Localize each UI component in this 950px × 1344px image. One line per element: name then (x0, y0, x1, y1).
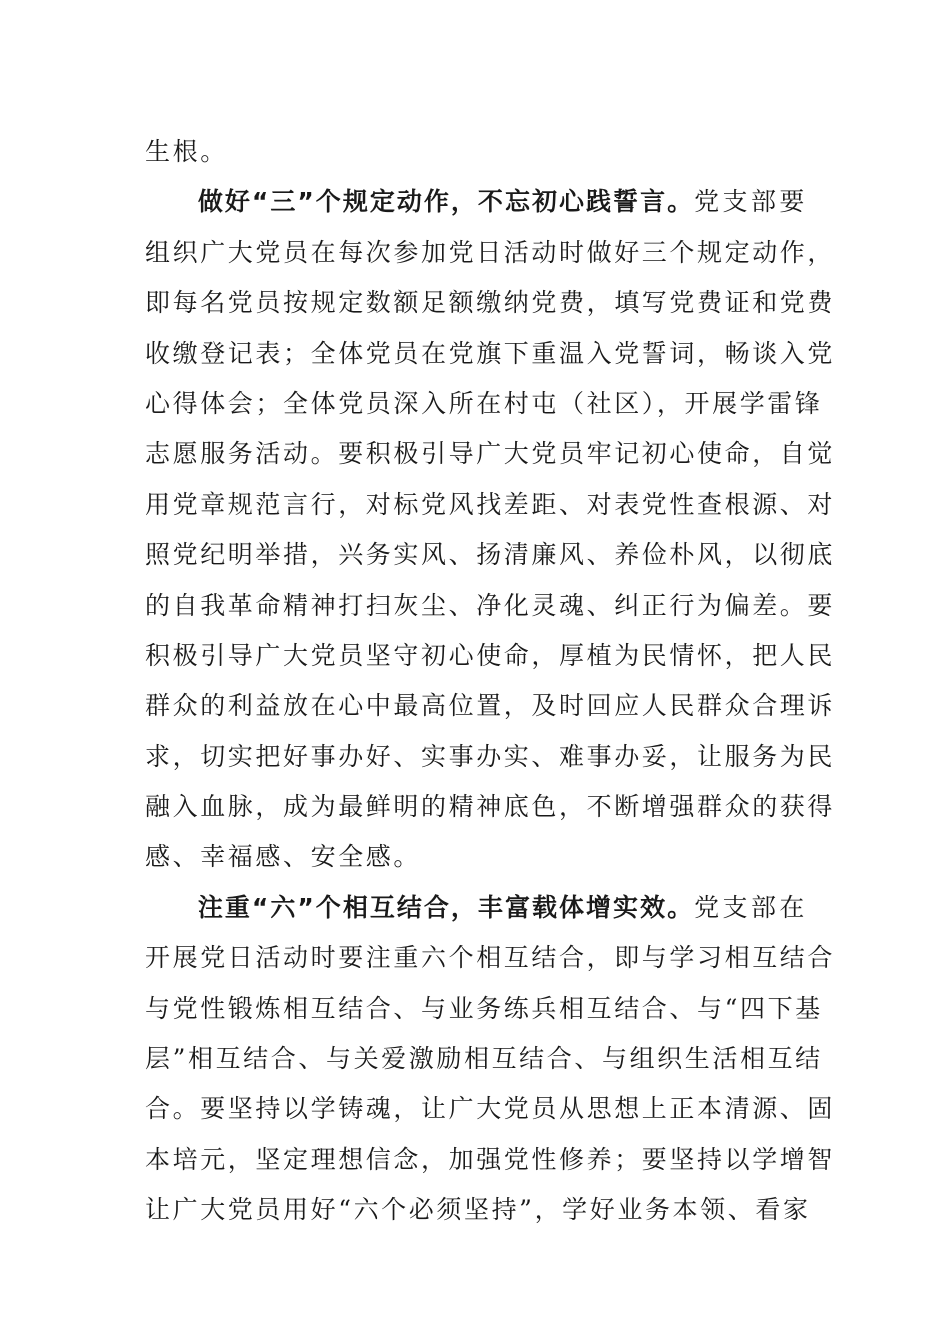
paragraph-2-line: 层”相互结合、与关爱激励相互结合、与组织生活相互结 (145, 1044, 823, 1074)
paragraph-1-line: 照党纪明举措，兴务实风、扬清廉风、养俭朴风，以彻底 (145, 540, 836, 570)
paragraph-1-line: 收缴登记表；全体党员在党旗下重温入党誓词，畅谈入党 (145, 338, 836, 368)
paragraph-1-line: 求，切实把好事办好、实事办实、难事办妥，让服务为民 (145, 741, 836, 771)
continuation-line: 生根。 (145, 137, 228, 166)
paragraph-2-first-line-rest: 党支部在 (694, 892, 807, 922)
document-page (145, 127, 836, 1236)
paragraph-1-heading: 做好“三”个规定动作，不忘初心践誓言。 (197, 187, 695, 217)
paragraph-2-line: 与党性锻炼相互结合、与业务练兵相互结合、与“四下基 (145, 993, 823, 1023)
paragraph-2-first-line (145, 883, 807, 933)
paragraph-1-first-line (145, 177, 807, 227)
paragraph-1-line: 用党章规范言行，对标党风找差距、对表党性查根源、对 (145, 489, 836, 519)
paragraph-2-line: 合。要坚持以学铸魂，让广大党员从思想上正本清源、固 (145, 1094, 836, 1124)
paragraph-2-line: 让广大党员用好“六个必须坚持”，学好业务本领、看家 (145, 1195, 811, 1225)
paragraph-1-line: 即每名党员按规定数额足额缴纳党费，填写党费证和党费 (145, 288, 836, 318)
paragraph-1-line: 融入血脉，成为最鲜明的精神底色，不断增强群众的获得 (145, 792, 836, 822)
paragraph-1-first-line-rest: 党支部要 (694, 187, 807, 217)
paragraph-1-line: 积极引导广大党员坚守初心使命，厚植为民情怀，把人民 (145, 640, 836, 670)
paragraph-1-line: 的自我革命精神打扫灰尘、净化灵魂、纠正行为偏差。要 (145, 590, 836, 620)
paragraph-2-line: 本培元，坚定理想信念，加强党性修养；要坚持以学增智 (145, 1144, 836, 1174)
paragraph-2-line: 开展党日活动时要注重六个相互结合，即与学习相互结合 (145, 943, 836, 973)
paragraph-1-last-line: 感、幸福感、安全感。 (145, 842, 422, 872)
paragraph-1-line: 志愿服务活动。要积极引导广大党员牢记初心使命，自觉 (145, 439, 836, 469)
paragraph-2-heading: 注重“六”个相互结合，丰富载体增实效。 (197, 892, 695, 922)
paragraph-1-line: 心得体会；全体党员深入所在村屯（社区），开展学雷锋 (145, 388, 823, 418)
paragraph-1-line: 组织广大党员在每次参加党日活动时做好三个规定动作， (145, 237, 836, 267)
paragraph-1-line: 群众的利益放在心中最高位置，及时回应人民群众合理诉 (145, 691, 836, 721)
